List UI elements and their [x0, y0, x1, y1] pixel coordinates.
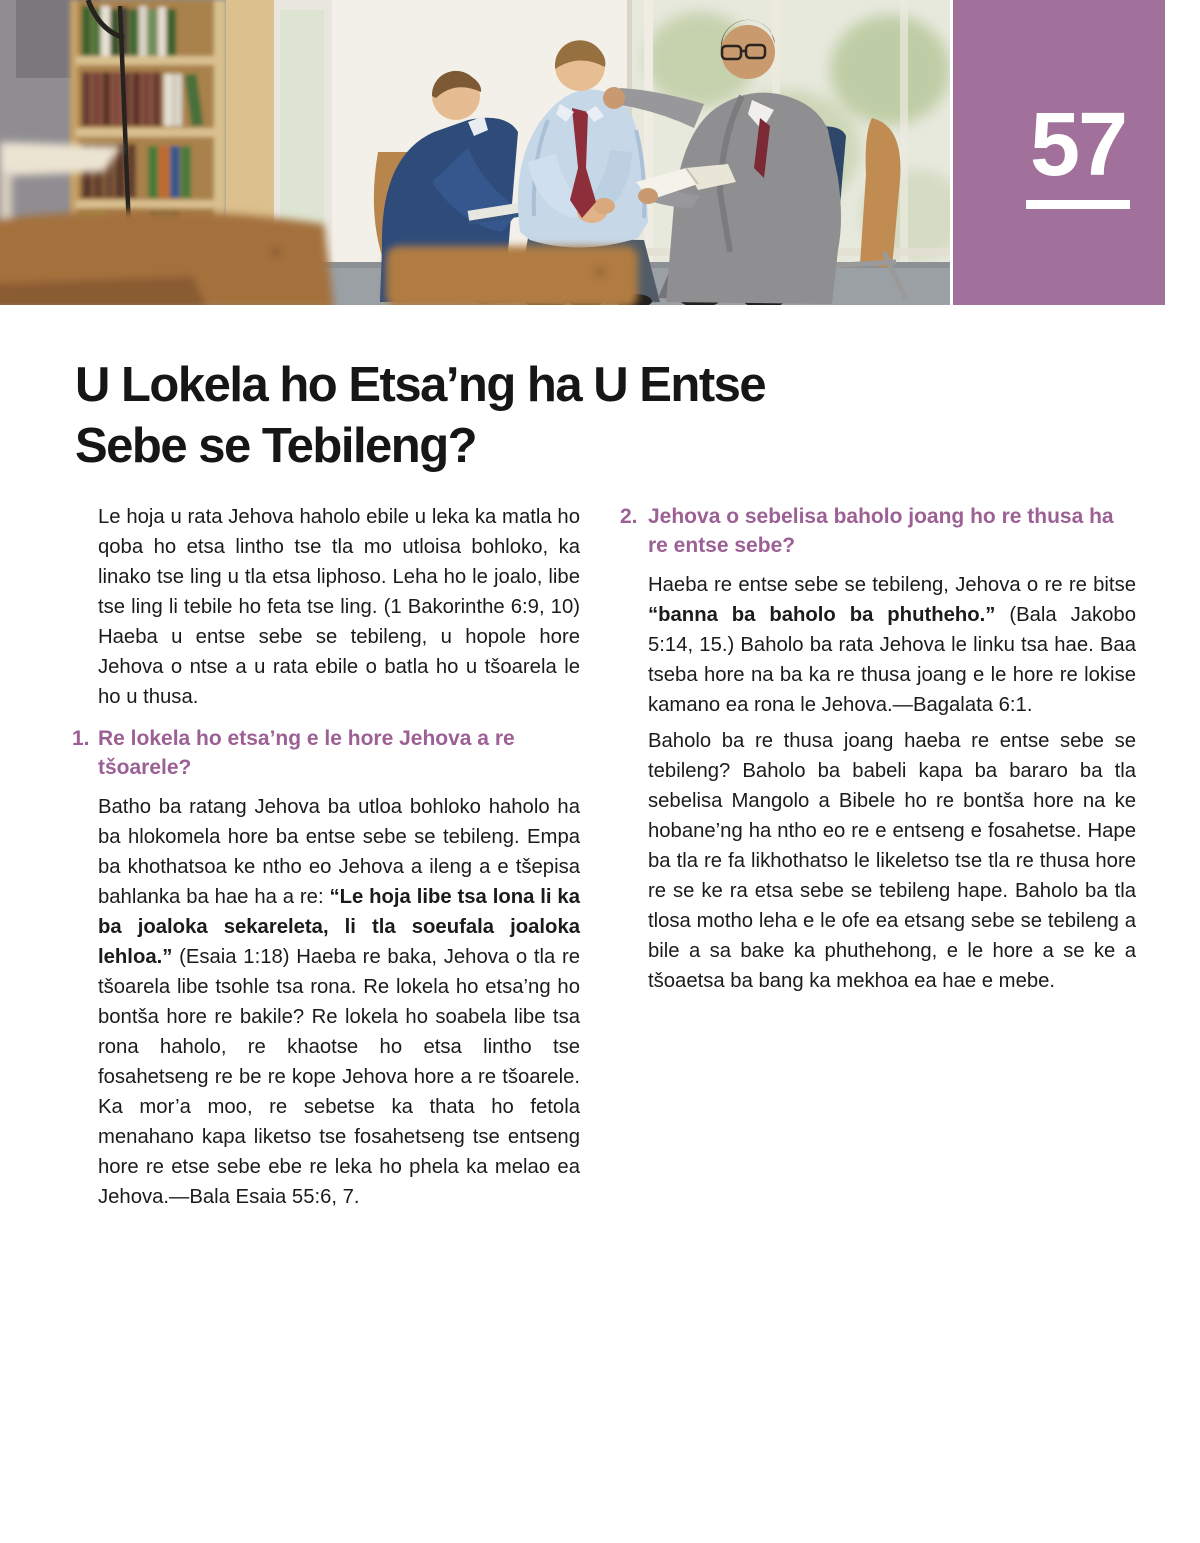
page-header — [0, 0, 1200, 305]
lesson-number-underline — [1026, 200, 1130, 209]
question-2-heading-text: Jehova o sebelisa baholo joang ho re thusa ha re entse sebe? — [648, 505, 1114, 557]
question-2-paragraph-2: Baholo ba re thusa joang haeba re entse sebe se tebileng? Baholo ba babeli kapa ba bararo ba tla sebelisa Mangolo a Bibele ho re bontša hore na ke hobane’ng ha ntho eo re e entseng e fosahetse. Hape ba tla re fa likhothatso le likeletso tse tla re thusa hore re se ke ra etsa sebe se tebileng hape. Baholo ba tla tlosa motho leha e le ofe ea etsang sebe se tebileng a bile a sa bake ka phuthehong, e le hore a se ke a tšoaetsa ba bang ka mekhoa ea hae e mebe. — [648, 730, 1136, 992]
q1-text-before: Batho ba ratang Jehova ba utloa bohloko haholo ha ba hlokomela hore ba entse sebe se tebileng. Empa ba khothatsoa ke ntho eo Jehova a ileng a e tšepisa bahlanka ba hae ha a re: — [98, 796, 580, 908]
question-1-number: 1. — [72, 727, 90, 750]
lesson-number-badge — [953, 0, 1165, 305]
header-photo — [0, 0, 950, 305]
question-2-paragraph-1 — [648, 570, 1136, 720]
question-1-heading-text: Re lokela ho etsa’ng e le hore Jehova a re tšoarele? — [98, 727, 515, 779]
lesson-number-group — [972, 0, 1184, 209]
article-body — [0, 502, 1200, 1212]
page-title-line2: Sebe se Tebileng? — [75, 419, 477, 473]
q2-text-before: Haeba re entse sebe se tebileng, Jehova o re re bitse — [648, 574, 1136, 596]
column-right — [620, 502, 1136, 996]
question-2-number: 2. — [620, 505, 638, 528]
intro-paragraph: Le hoja u rata Jehova haholo ebile u leka ka matla ho qoba ho etsa lintho tse tla mo utloisa bohloko, ka linako tse ling u tla etsa liphoso. Leha ho le joalo, libe tse ling li tebile ho feta tse ling. (1 Bakorinthe 6:9, 10) Haeba u entse sebe se tebileng, u hopole hore Jehova o ntse a u rata ebile o batla ho u tšoarela le ho u thusa. — [98, 506, 580, 708]
q2-text-after: (Bala Jakobo 5:14, 15.) Baholo ba rata Jehova le linku tsa hae. Baa tseba hore na ba ka re thusa joang e le hore re lokise kamano ea rona le Jehova.—Bagalata 6:1. — [648, 604, 1136, 716]
question-2-heading — [620, 502, 1136, 560]
q1-scripture-quote: “Le hoja libe tsa lona li ka ba joaloka sekareleta, li tla soeufala joaloka lehloa.” — [98, 886, 580, 968]
header-photo-illustration — [0, 0, 950, 305]
q2-scripture-quote: “banna ba baholo ba phutheho.” — [648, 604, 996, 626]
page-title-line1: U Lokela ho Etsa’ng ha U Entse — [75, 358, 766, 412]
page-title — [75, 355, 1140, 477]
question-1-paragraph — [98, 792, 580, 1212]
column-left — [72, 502, 580, 1212]
question-1-heading — [72, 724, 580, 782]
q1-text-after: (Esaia 1:18) Haeba re baka, Jehova o tla re tšoarela libe tsohle tsa rona. Re lokela ho etsa’ng ho bontša hore re bakile? Re lokela ho soabela libe tsa rona haholo, re khaotse ho etsa lintho tse fosahetseng re be re kope Jehova hore a re tšoarele. Ka mor’a moo, re sebetse ka thata ho fetola menahano kapa liketso tse fosahetseng tse entseng hore re etse sebe ebe re leka ho phela ka melao ea Jehova.—Bala Esaia 55:6, 7. — [98, 946, 580, 1208]
lesson-number: 57 — [1029, 95, 1127, 195]
